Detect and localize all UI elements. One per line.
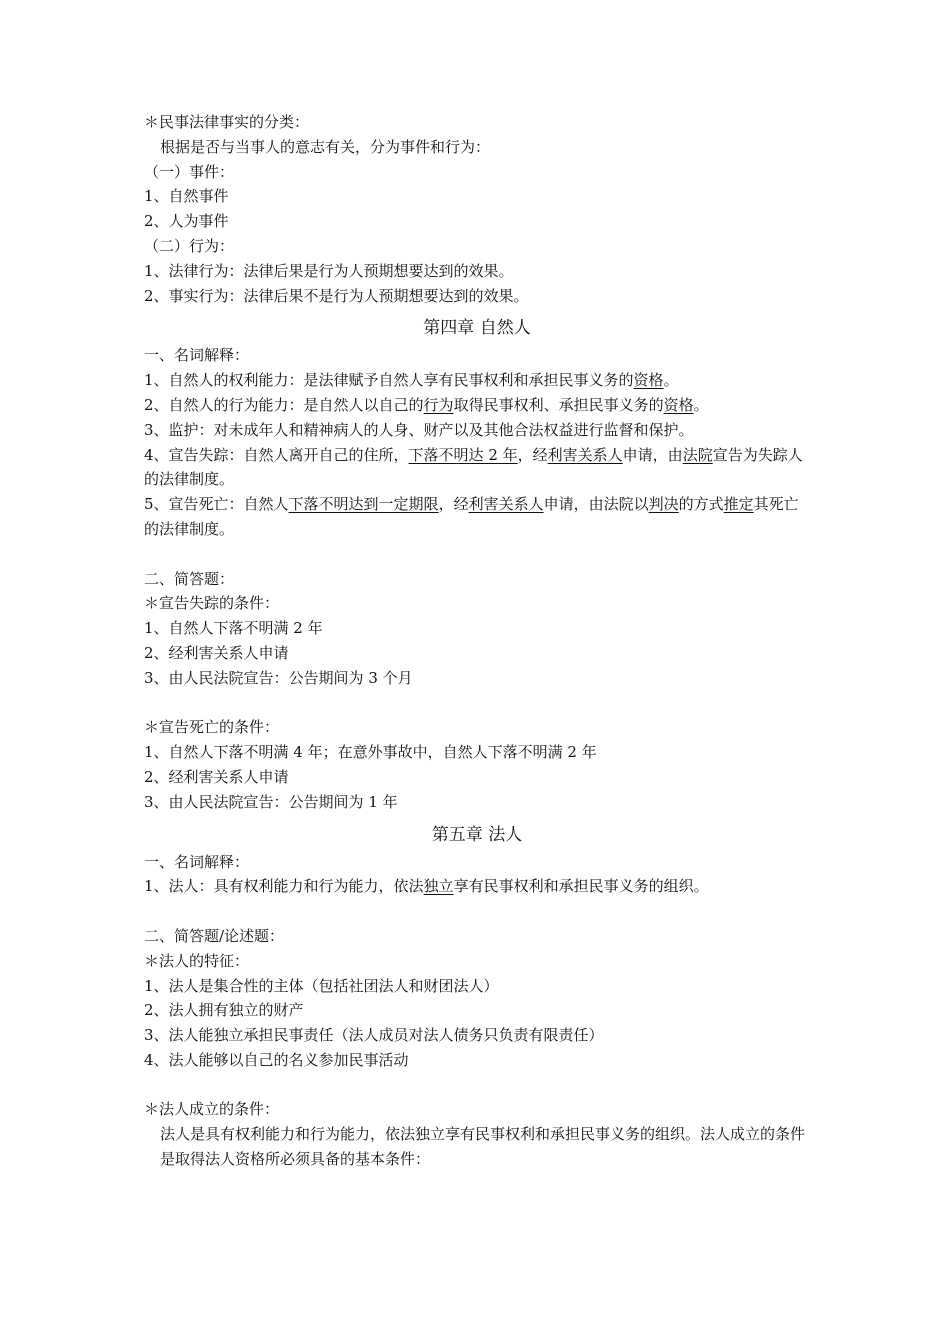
list-item: 4、法人能够以自己的名义参加民事活动 xyxy=(144,1050,409,1069)
paragraph: 根据是否与当事人的意志有关，分为事件和行为： xyxy=(160,137,491,156)
definition-item: 5、宣告死亡：自然人下落不明达到一定期限，经利害关系人申请，由法院以判决的方式推定其死亡的法律制度。 xyxy=(144,495,799,538)
definition-item: 3、监护：对未成年人和精神病人的人身、财产以及其他合法权益进行监督和保护。 xyxy=(144,420,694,439)
list-item: 2、事实行为：法律后果不是行为人预期想要达到的效果。 xyxy=(144,286,529,305)
list-item: 3、由人民法院宣告：公告期间为 1 年 xyxy=(144,792,398,811)
definition-item: 4、宣告失踪：自然人离开自己的住所，下落不明达 2 年，经利害关系人申请，由法院宣告为失踪人的法律制度。 xyxy=(144,445,803,489)
question-title: ＊法人的特征： xyxy=(144,951,250,970)
section-title: ＊民事法律事实的分类： xyxy=(144,113,310,131)
list-item: 2、法人拥有独立的财产 xyxy=(144,1001,304,1020)
paragraph: 法人是具有权利能力和行为能力，依法独立享有民事权利和承担民事义务的组织。法人成立的条件是取得法人资格所必须具备的基本条件： xyxy=(160,1125,806,1169)
list-item: 2、经利害关系人申请 xyxy=(144,643,289,662)
definition-item: 1、自然人的权利能力：是法律赋予自然人享有民事权利和承担民事义务的资格。 xyxy=(144,371,679,390)
list-item: 1、自然人下落不明满 2 年 xyxy=(144,619,323,638)
list-item: 3、由人民法院宣告：公告期间为 3 个月 xyxy=(144,668,413,687)
list-item: 3、法人能独立承担民事责任（法人成员对法人债务只负责有限责任） xyxy=(144,1026,604,1045)
list-item: 2、经利害关系人申请 xyxy=(144,767,289,786)
subheading: （一）事件： xyxy=(144,162,235,181)
part-heading: 一、名词解释： xyxy=(144,346,250,365)
subheading: （二）行为： xyxy=(144,236,235,255)
definition-item: 2、自然人的行为能力：是自然人以自己的行为取得民事权利、承担民事义务的资格。 xyxy=(144,395,709,414)
list-item: 1、法律行为：法律后果是行为人预期想要达到的效果。 xyxy=(144,261,514,280)
list-item: 1、自然事件 xyxy=(144,187,229,206)
list-item: 1、法人是集合性的主体（包括社团法人和财团法人） xyxy=(144,976,499,995)
definition-item: 1、法人：具有权利能力和行为能力，依法独立享有民事权利和承担民事义务的组织。 xyxy=(144,877,709,896)
question-title: ＊法人成立的条件： xyxy=(144,1100,280,1119)
chapter-title: 第四章 自然人 xyxy=(423,318,531,339)
question-title: ＊宣告死亡的条件： xyxy=(144,718,280,737)
chapter-title: 第五章 法人 xyxy=(431,824,523,845)
list-item: 2、人为事件 xyxy=(144,212,229,231)
question-title: ＊宣告失踪的条件： xyxy=(144,594,280,613)
part-heading: 二、简答题/论述题： xyxy=(144,926,285,945)
document-page xyxy=(144,110,810,1172)
part-heading: 二、简答题： xyxy=(144,569,235,588)
list-item: 1、自然人下落不明满 4 年；在意外事故中，自然人下落不明满 2 年 xyxy=(144,743,597,762)
part-heading: 一、名词解释： xyxy=(144,852,250,871)
